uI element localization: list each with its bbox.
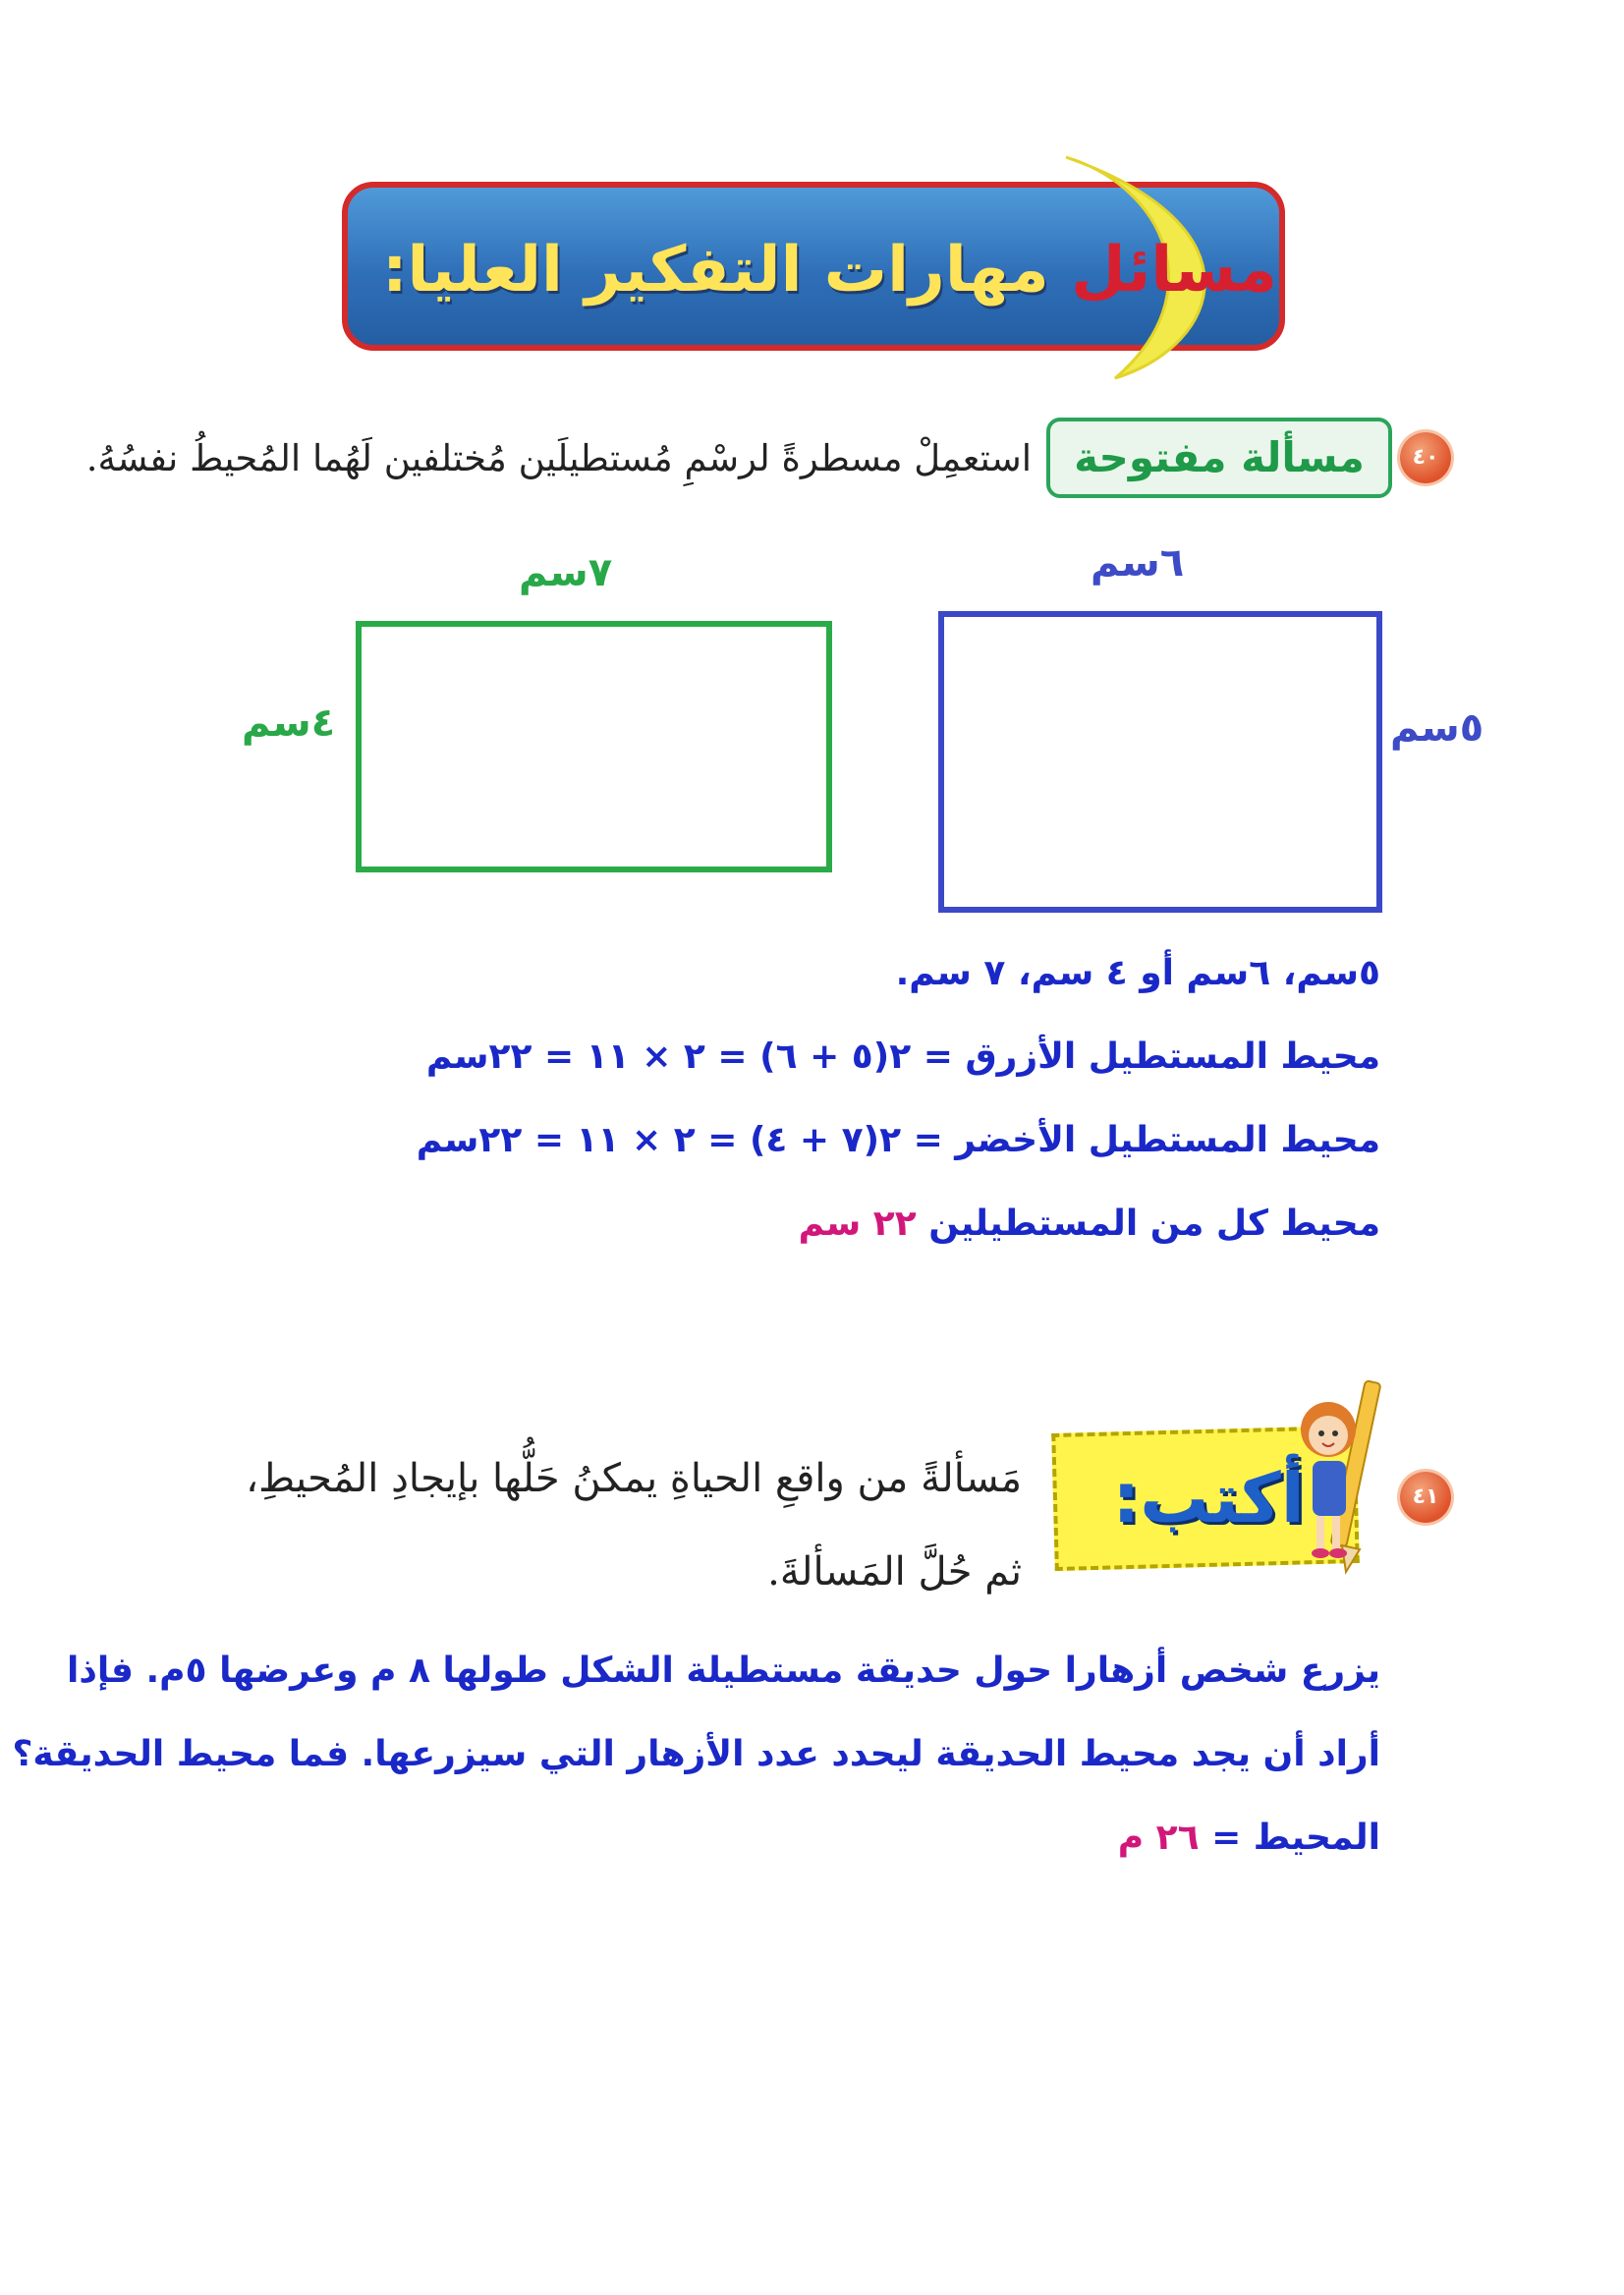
- answer-40-line-2: محيط المستطيل الأزرق = ٢(٥ + ٦) = ٢ × ١١ = ٢٢سم: [425, 1036, 1380, 1077]
- answer-40-line-1: ٥سم، ٦سم أو ٤ سم، ٧ سم.: [895, 953, 1380, 993]
- answer-40-line-4: [688, 1203, 1380, 1244]
- answer-40-line-3: محيط المستطيل الأخضر = ٢(٧ + ٤) = ٢ × ١١ = ٢٢سم: [416, 1120, 1380, 1160]
- title-word-masael: مسائل: [1071, 234, 1277, 307]
- blue-rectangle: [938, 611, 1382, 913]
- green-rectangle: [356, 621, 832, 872]
- problem-number-41: ٤١: [1400, 1472, 1451, 1523]
- blue-rect-top-label: ٦سم: [1091, 540, 1185, 586]
- problem-number-40: ٤٠: [1400, 432, 1451, 483]
- answer-40-line-4-prefix: محيط كل من المستطيلين: [928, 1203, 1380, 1244]
- answer-41-line-1: يزرع شخص أزهارا حول حديقة مستطيلة الشكل طولها ٨ م وعرضها ٥م. فإذا: [67, 1651, 1380, 1691]
- page-title: [373, 211, 1277, 329]
- answer-40-line-4-value: ٢٢ سم: [798, 1203, 917, 1244]
- girl-with-pencil-icon: [1287, 1371, 1395, 1577]
- answer-41-line-3-prefix: المحيط =: [1211, 1818, 1380, 1858]
- title-rest: مهارات التفكير العليا:: [381, 234, 1049, 307]
- problem-41-text-line-1: مَسألةً من واقعِ الحياةِ يمكنُ حَلُّها بإيجادِ المُحيطِ،: [246, 1456, 1022, 1501]
- problem-40-text: استعمِلْ مسطرةً لرسْمِ مُستطيلَين مُختلفين لَهُما المُحيطُ نفسُهُ.: [85, 437, 1032, 479]
- answer-41-line-3-value: ٢٦ م: [1117, 1818, 1200, 1858]
- green-rect-side-label: ٤سم: [242, 700, 336, 746]
- answer-41-line-3: [884, 1818, 1380, 1858]
- write-label: أكتب:: [1112, 1458, 1305, 1539]
- answer-41-line-2: أراد أن يجد محيط الحديقة ليحدد عدد الأزهار التي سيزرعها. فما محيط الحديقة؟: [12, 1734, 1380, 1774]
- blue-rect-side-label: ٥سم: [1390, 705, 1484, 751]
- open-problem-label: مسألة مفتوحة: [1046, 418, 1392, 498]
- green-rect-top-label: ٧سم: [519, 550, 613, 595]
- problem-41-text-line-2: ثم حُلَّ المَسألةَ.: [767, 1549, 1022, 1595]
